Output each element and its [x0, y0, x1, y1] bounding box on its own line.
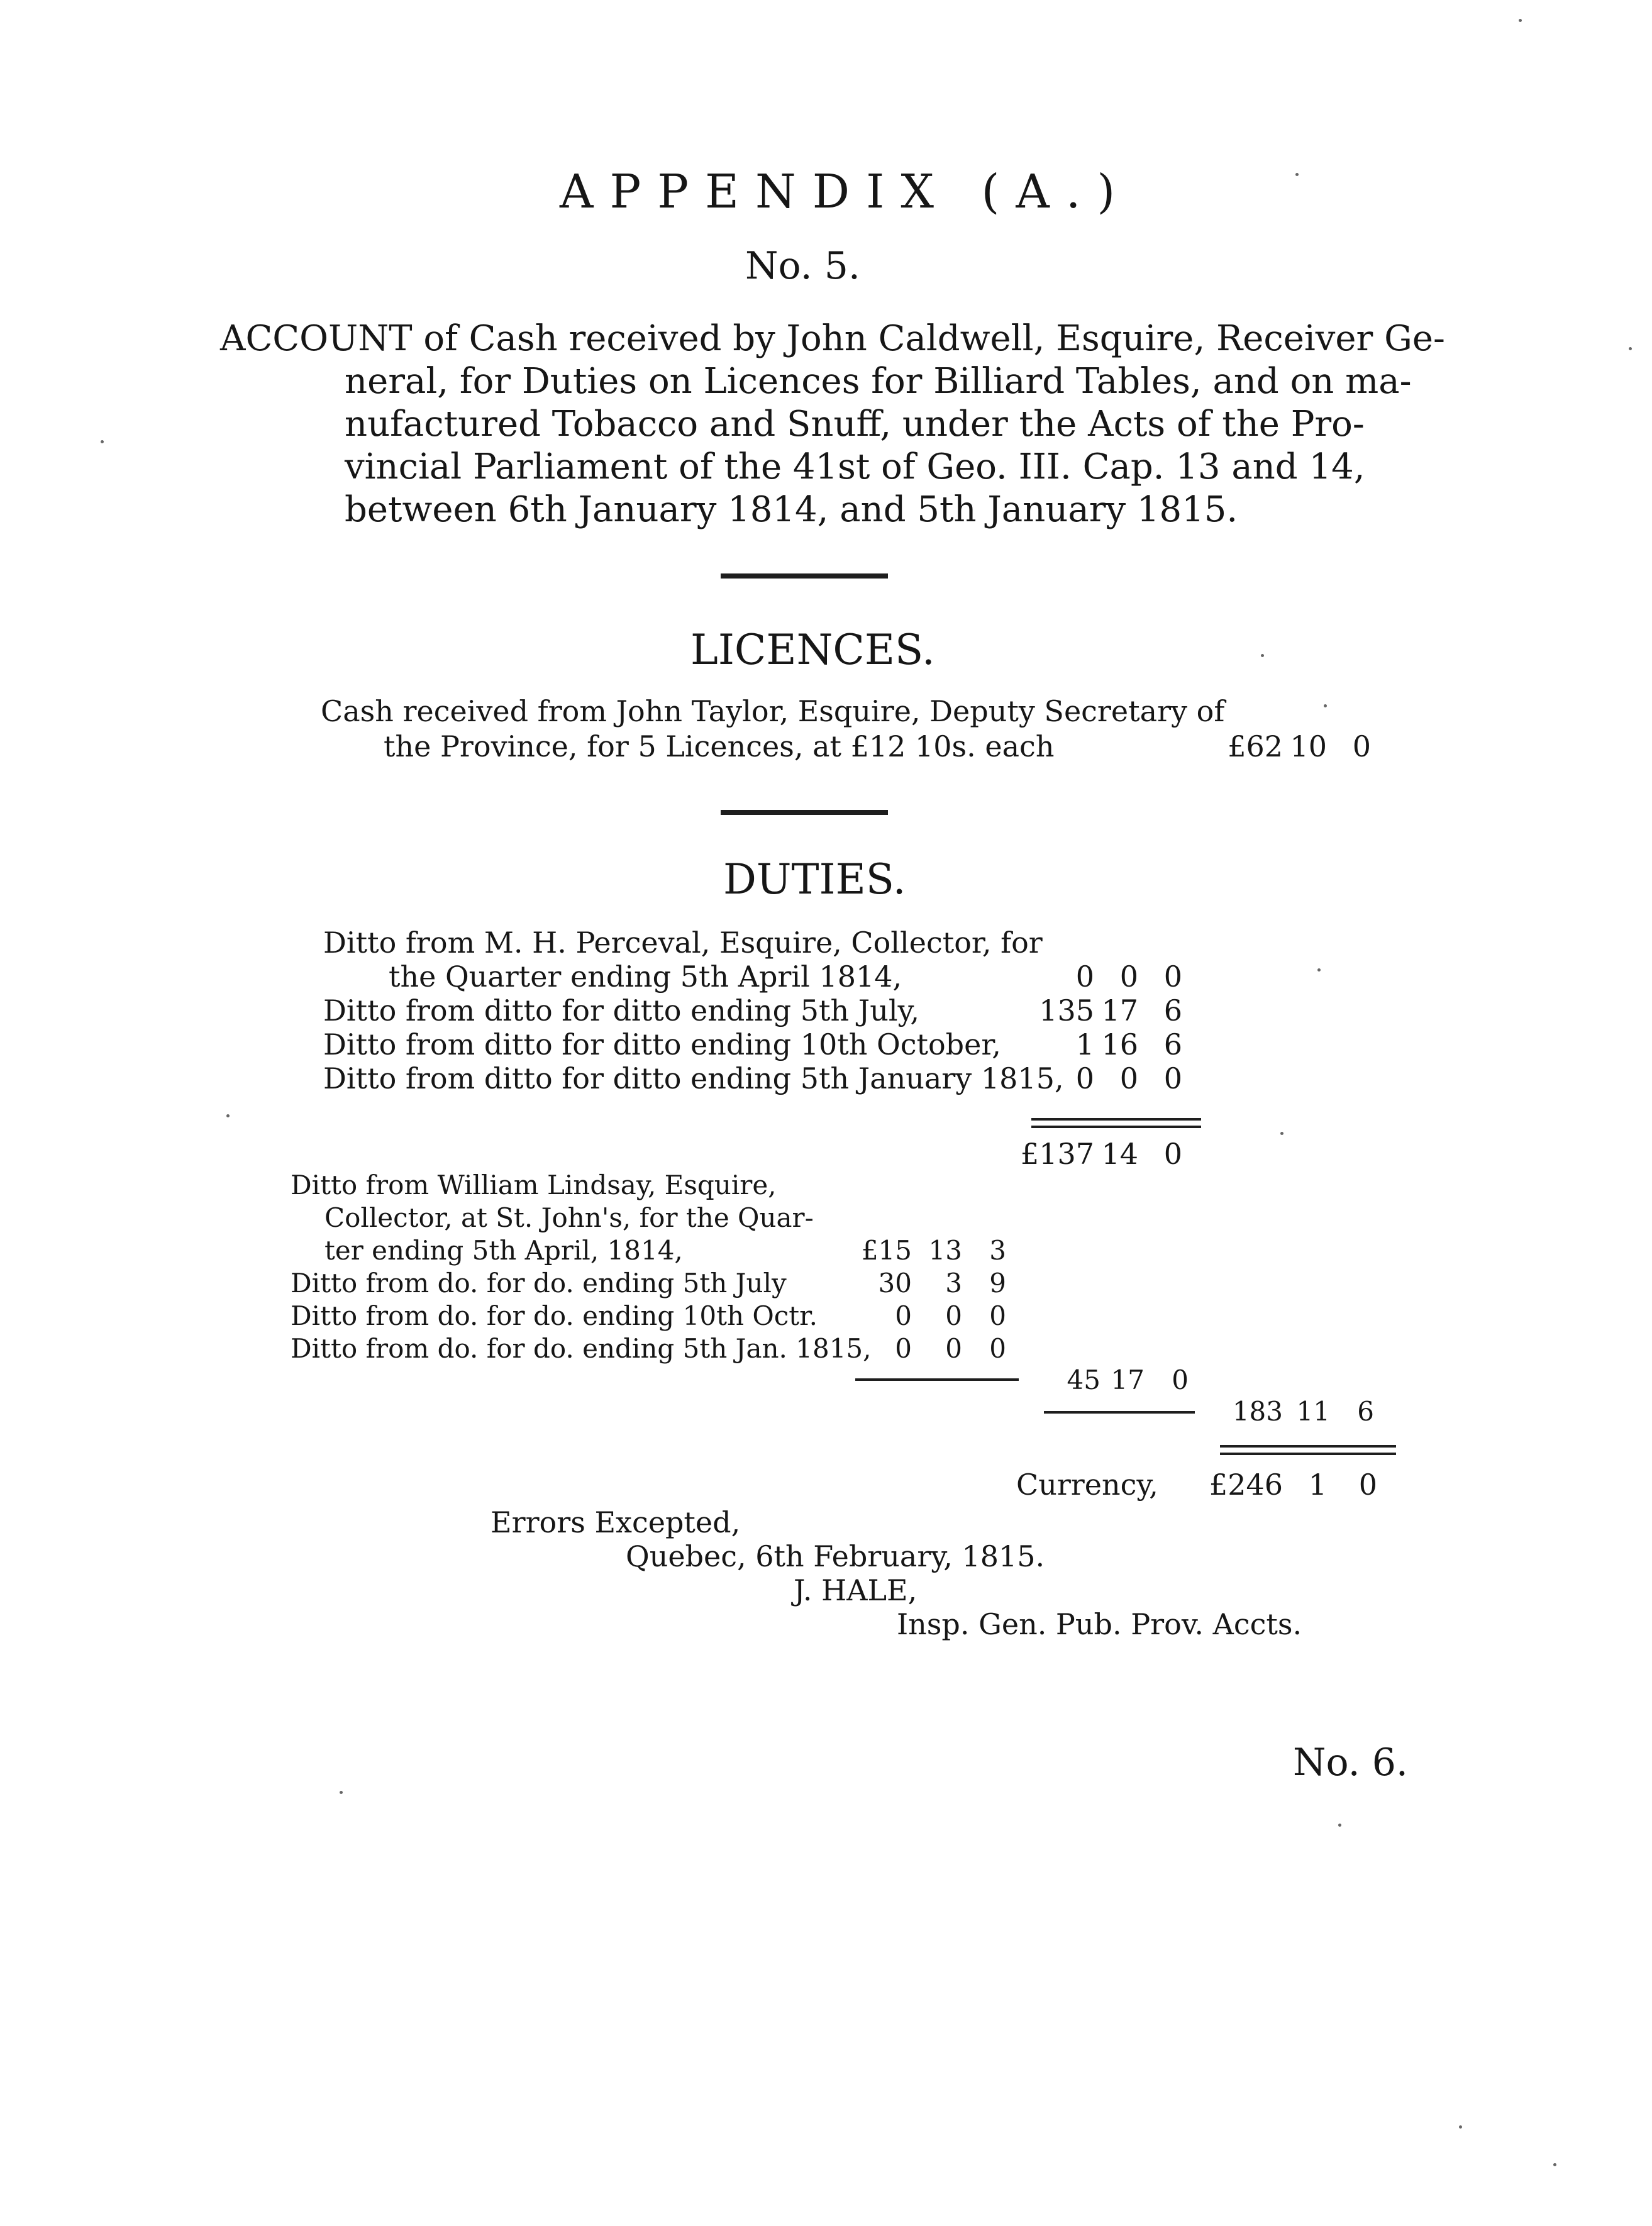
account-line: between 6th January 1814, and 5th January 1815. — [345, 489, 1238, 530]
amount-pounds: 0 — [895, 1300, 912, 1331]
amount-shillings: 17 — [1101, 994, 1138, 1027]
licences-heading: LICENCES. — [690, 626, 935, 674]
appendix-title: APPENDIX (A.) — [560, 165, 1132, 219]
combined-shillings: 11 — [1296, 1396, 1330, 1427]
amount-pounds: £15 — [861, 1235, 912, 1266]
amount-shillings: 0 — [945, 1300, 962, 1331]
print-speck — [1280, 1132, 1283, 1135]
section-divider — [721, 573, 888, 579]
print-speck — [1553, 2163, 1556, 2166]
amount-pence: 3 — [989, 1235, 1006, 1266]
section-divider — [721, 810, 888, 815]
amount-shillings: 13 — [928, 1235, 962, 1266]
place-date: Quebec, 6th February, 1815. — [626, 1539, 1045, 1573]
account-line: nufactured Tobacco and Snuff, under the Acts of the Pro- — [345, 404, 1365, 445]
errors-excepted: Errors Excepted, — [491, 1505, 741, 1539]
currency-pence: 0 — [1358, 1468, 1377, 1502]
account-line: neral, for Duties on Licences for Billiard Tables, and on ma- — [345, 361, 1412, 402]
subtotal-pence: 0 — [1172, 1365, 1189, 1395]
licences-line: the Province, for 5 Licences, at £12 10s. each — [384, 729, 1055, 763]
amount-shillings: 3 — [945, 1268, 962, 1298]
sum-rule — [1031, 1126, 1201, 1128]
amount-pounds: 1 — [1075, 1027, 1094, 1061]
amount-pence: 6 — [1163, 1027, 1182, 1061]
print-speck — [1261, 654, 1264, 657]
amount-pence: 9 — [989, 1268, 1006, 1298]
duty-row-text: the Quarter ending 5th April 1814, — [389, 960, 902, 994]
print-speck — [101, 440, 104, 443]
currency-label: Currency, — [1016, 1468, 1158, 1502]
print-speck — [226, 1114, 230, 1117]
sum-rule — [1220, 1445, 1396, 1448]
amount-pounds: £62 — [1228, 729, 1283, 763]
subtotal-pounds: £137 — [1020, 1137, 1094, 1171]
amount-pounds: 0 — [1075, 1061, 1094, 1095]
amount-pounds: 0 — [1075, 960, 1094, 994]
combined-pounds: 183 — [1232, 1396, 1283, 1427]
amount-shillings: 0 — [945, 1333, 962, 1364]
duty-row-text: Collector, at St. John's, for the Quar- — [324, 1202, 814, 1233]
duty-row-text: Ditto from ditto for ditto ending 5th January 1815, — [323, 1061, 1064, 1095]
sum-rule — [1044, 1411, 1195, 1414]
amount-pounds: 30 — [878, 1268, 912, 1298]
sum-rule — [855, 1378, 1019, 1381]
combined-pence: 6 — [1357, 1396, 1374, 1427]
subtotal-shillings: 17 — [1111, 1365, 1145, 1395]
subtotal-shillings: 14 — [1101, 1137, 1138, 1171]
print-speck — [1317, 968, 1321, 972]
amount-shillings: 10 — [1290, 729, 1327, 763]
document-number: No. 5. — [745, 244, 860, 288]
subtotal-pence: 0 — [1163, 1137, 1182, 1171]
print-speck — [1338, 1824, 1341, 1827]
duty-row-text: Ditto from do. for do. ending 5th Jan. 1815, — [291, 1333, 872, 1364]
duty-row-text: Ditto from ditto for ditto ending 5th July, — [323, 994, 920, 1027]
signatory-office: Insp. Gen. Pub. Prov. Accts. — [897, 1607, 1302, 1641]
duty-row-text: ter ending 5th April, 1814, — [324, 1235, 683, 1266]
amount-pence: 6 — [1163, 994, 1182, 1027]
print-speck — [1519, 19, 1522, 22]
account-line: ACCOUNT of Cash received by John Caldwell, Esquire, Receiver Ge- — [220, 318, 1445, 359]
account-line: vincial Parliament of the 41st of Geo. III. Cap. 13 and 14, — [345, 446, 1365, 487]
duty-row-text: Ditto from M. H. Perceval, Esquire, Collector, for — [323, 926, 1043, 960]
duty-row-text: Ditto from ditto for ditto ending 10th October, — [323, 1027, 1001, 1061]
next-document-number: No. 6. — [1293, 1741, 1408, 1785]
subtotal-pounds: 45 — [1067, 1365, 1100, 1395]
print-speck — [1629, 347, 1632, 350]
amount-shillings: 0 — [1119, 960, 1138, 994]
print-speck — [340, 1791, 343, 1794]
duty-row-text: Ditto from do. for do. ending 5th July — [291, 1268, 787, 1298]
amount-shillings: 16 — [1101, 1027, 1138, 1061]
duty-row-text: Ditto from William Lindsay, Esquire, — [291, 1170, 777, 1200]
print-speck — [1295, 173, 1299, 176]
licences-line: Cash received from John Taylor, Esquire, Deputy Secretary of — [321, 694, 1225, 728]
duties-heading: DUTIES. — [723, 855, 906, 904]
currency-pounds: £246 — [1209, 1468, 1283, 1502]
amount-pounds: 135 — [1039, 994, 1094, 1027]
sum-rule — [1220, 1453, 1396, 1455]
sum-rule — [1031, 1118, 1201, 1121]
amount-pence: 0 — [1163, 1061, 1182, 1095]
amount-pence: 0 — [1352, 729, 1371, 763]
signatory-name: J. HALE, — [794, 1573, 917, 1607]
print-speck — [1459, 2125, 1462, 2129]
amount-pence: 0 — [989, 1333, 1006, 1364]
amount-pence: 0 — [989, 1300, 1006, 1331]
currency-shillings: 1 — [1308, 1468, 1327, 1502]
print-speck — [1324, 704, 1327, 707]
amount-shillings: 0 — [1119, 1061, 1138, 1095]
amount-pence: 0 — [1163, 960, 1182, 994]
amount-pounds: 0 — [895, 1333, 912, 1364]
duty-row-text: Ditto from do. for do. ending 10th Octr. — [291, 1300, 818, 1331]
